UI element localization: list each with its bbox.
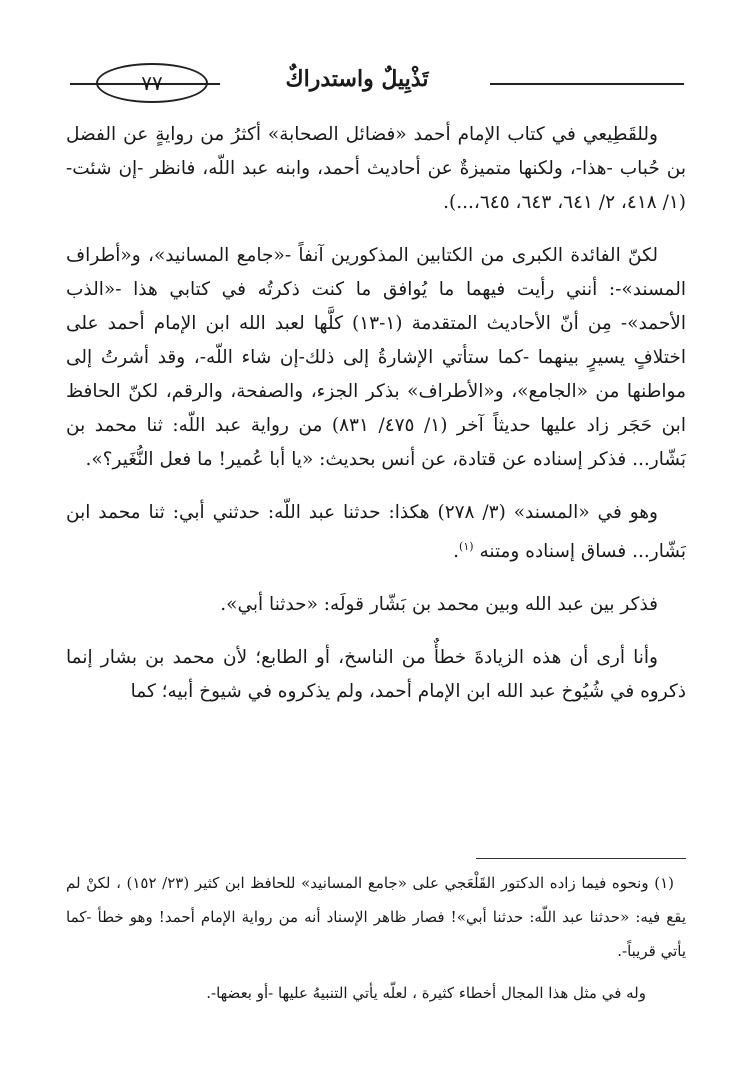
- running-title: تَذْيِيلٌ واستدراكٌ: [285, 66, 429, 92]
- footnote-marker: (١): [459, 540, 474, 553]
- paragraph-3-text: وهو في «المسند» (٣/ ٢٧٨) هكذا: حدثنا عبد اللّه: حدثني أبي: ثنا محمد ابن بَشّار... فساق إسناده ومتنه: [66, 502, 686, 563]
- main-text: [66, 118, 686, 709]
- footnote-extra: وله في مثل هذا المجال أخطاء كثيرة ، لعلّه يأتي التنبيهُ عليها -أو بعضها-.: [206, 984, 646, 1002]
- header-rule-right: [490, 83, 684, 85]
- page-header: [70, 58, 684, 108]
- paragraph-3: وهو في «المسند» (٣/ ٢٧٨) هكذا: حدثنا عبد اللّه: حدثني أبي: ثنا محمد ابن بَشّار... فساق إسناده ومتنه $^{(١)}$.: [66, 502, 686, 563]
- paragraph-5: وأنا أرى أن هذه الزيادةَ خطأٌ من الناسخ، أو الطابع؛ لأن محمد بن بشار إنما ذكروه في شُيُوخ عبد الله ابن الإمام أحمد، ولم يذكروه في شيوخ أبيه؛ كما: [66, 647, 686, 703]
- paragraph-4: فذكر بين عبد الله وبين محمد بن بَشّار قولَه: «حدثنا أبي».: [220, 594, 658, 616]
- page-number: ٧٧: [96, 63, 208, 103]
- paragraph-2: لكنّ الفائدة الكبرى من الكتابين المذكورين آنفاً -«جامع المسانيد»، و«أطراف المسند»-: أنني رأيت فيهما ما يُوافق ما كنت ذكرتُه في كتابي هذا -«الذب الأحمد»- مِن أنّ الأحاديث المتقدمة (١-١٣) كلَّها لعبد الله ابن الإمام أحمد على اختلافٍ يسيرٍ بينهما -كما ستأتي الإشارةُ إلى ذلك-إن شاء اللّه-، وقد أشرتُ إلى مواطنها من «الجامع»، و«الأطراف» بذكر الجزء، والصفحة، والرقم، لكنّ الحافظ ابن حَجَر زاد عليها حديثاً آخر (١/ ٤٧٥/ ٨٣١) من رواية عبد اللّه: ثنا محمد بن بَشّار... فذكر إسناده عن قتادة، عن أنس بحديث: «يا أبا عُمير! ما فعل النُّغَير؟».: [66, 245, 686, 470]
- paragraph-1: وللقَطِيعي في كتاب الإمام أحمد «فضائل الصحابة» أكثرُ من روايةٍ عن الفضل بن حُباب -هذا-، ولكنها متميزةٌ عن أحاديث أحمد، وابنه عبد اللّه، فانظر -إن شئت- (١/ ٤١٨، ٢/ ٦٤١، ٦٤٣، ٦٤٥،...).: [66, 124, 686, 213]
- footnote-1: (١) ونحوه فيما زاده الدكتور القَلْعَجي على «جامع المسانيد» للحافظ ابن كثير (٢٣/ ١٥٢) ، لكنْ لم يقع فيه: «حدثنا عبد اللّه: حدثنا أبي»! فصار ظاهر الإسناد أنه من رواية الإمام أحمد! وهو خطأ -كما يأتي قريباً-.: [66, 874, 686, 960]
- footnote-separator: [476, 858, 686, 859]
- footnotes: [66, 866, 686, 1010]
